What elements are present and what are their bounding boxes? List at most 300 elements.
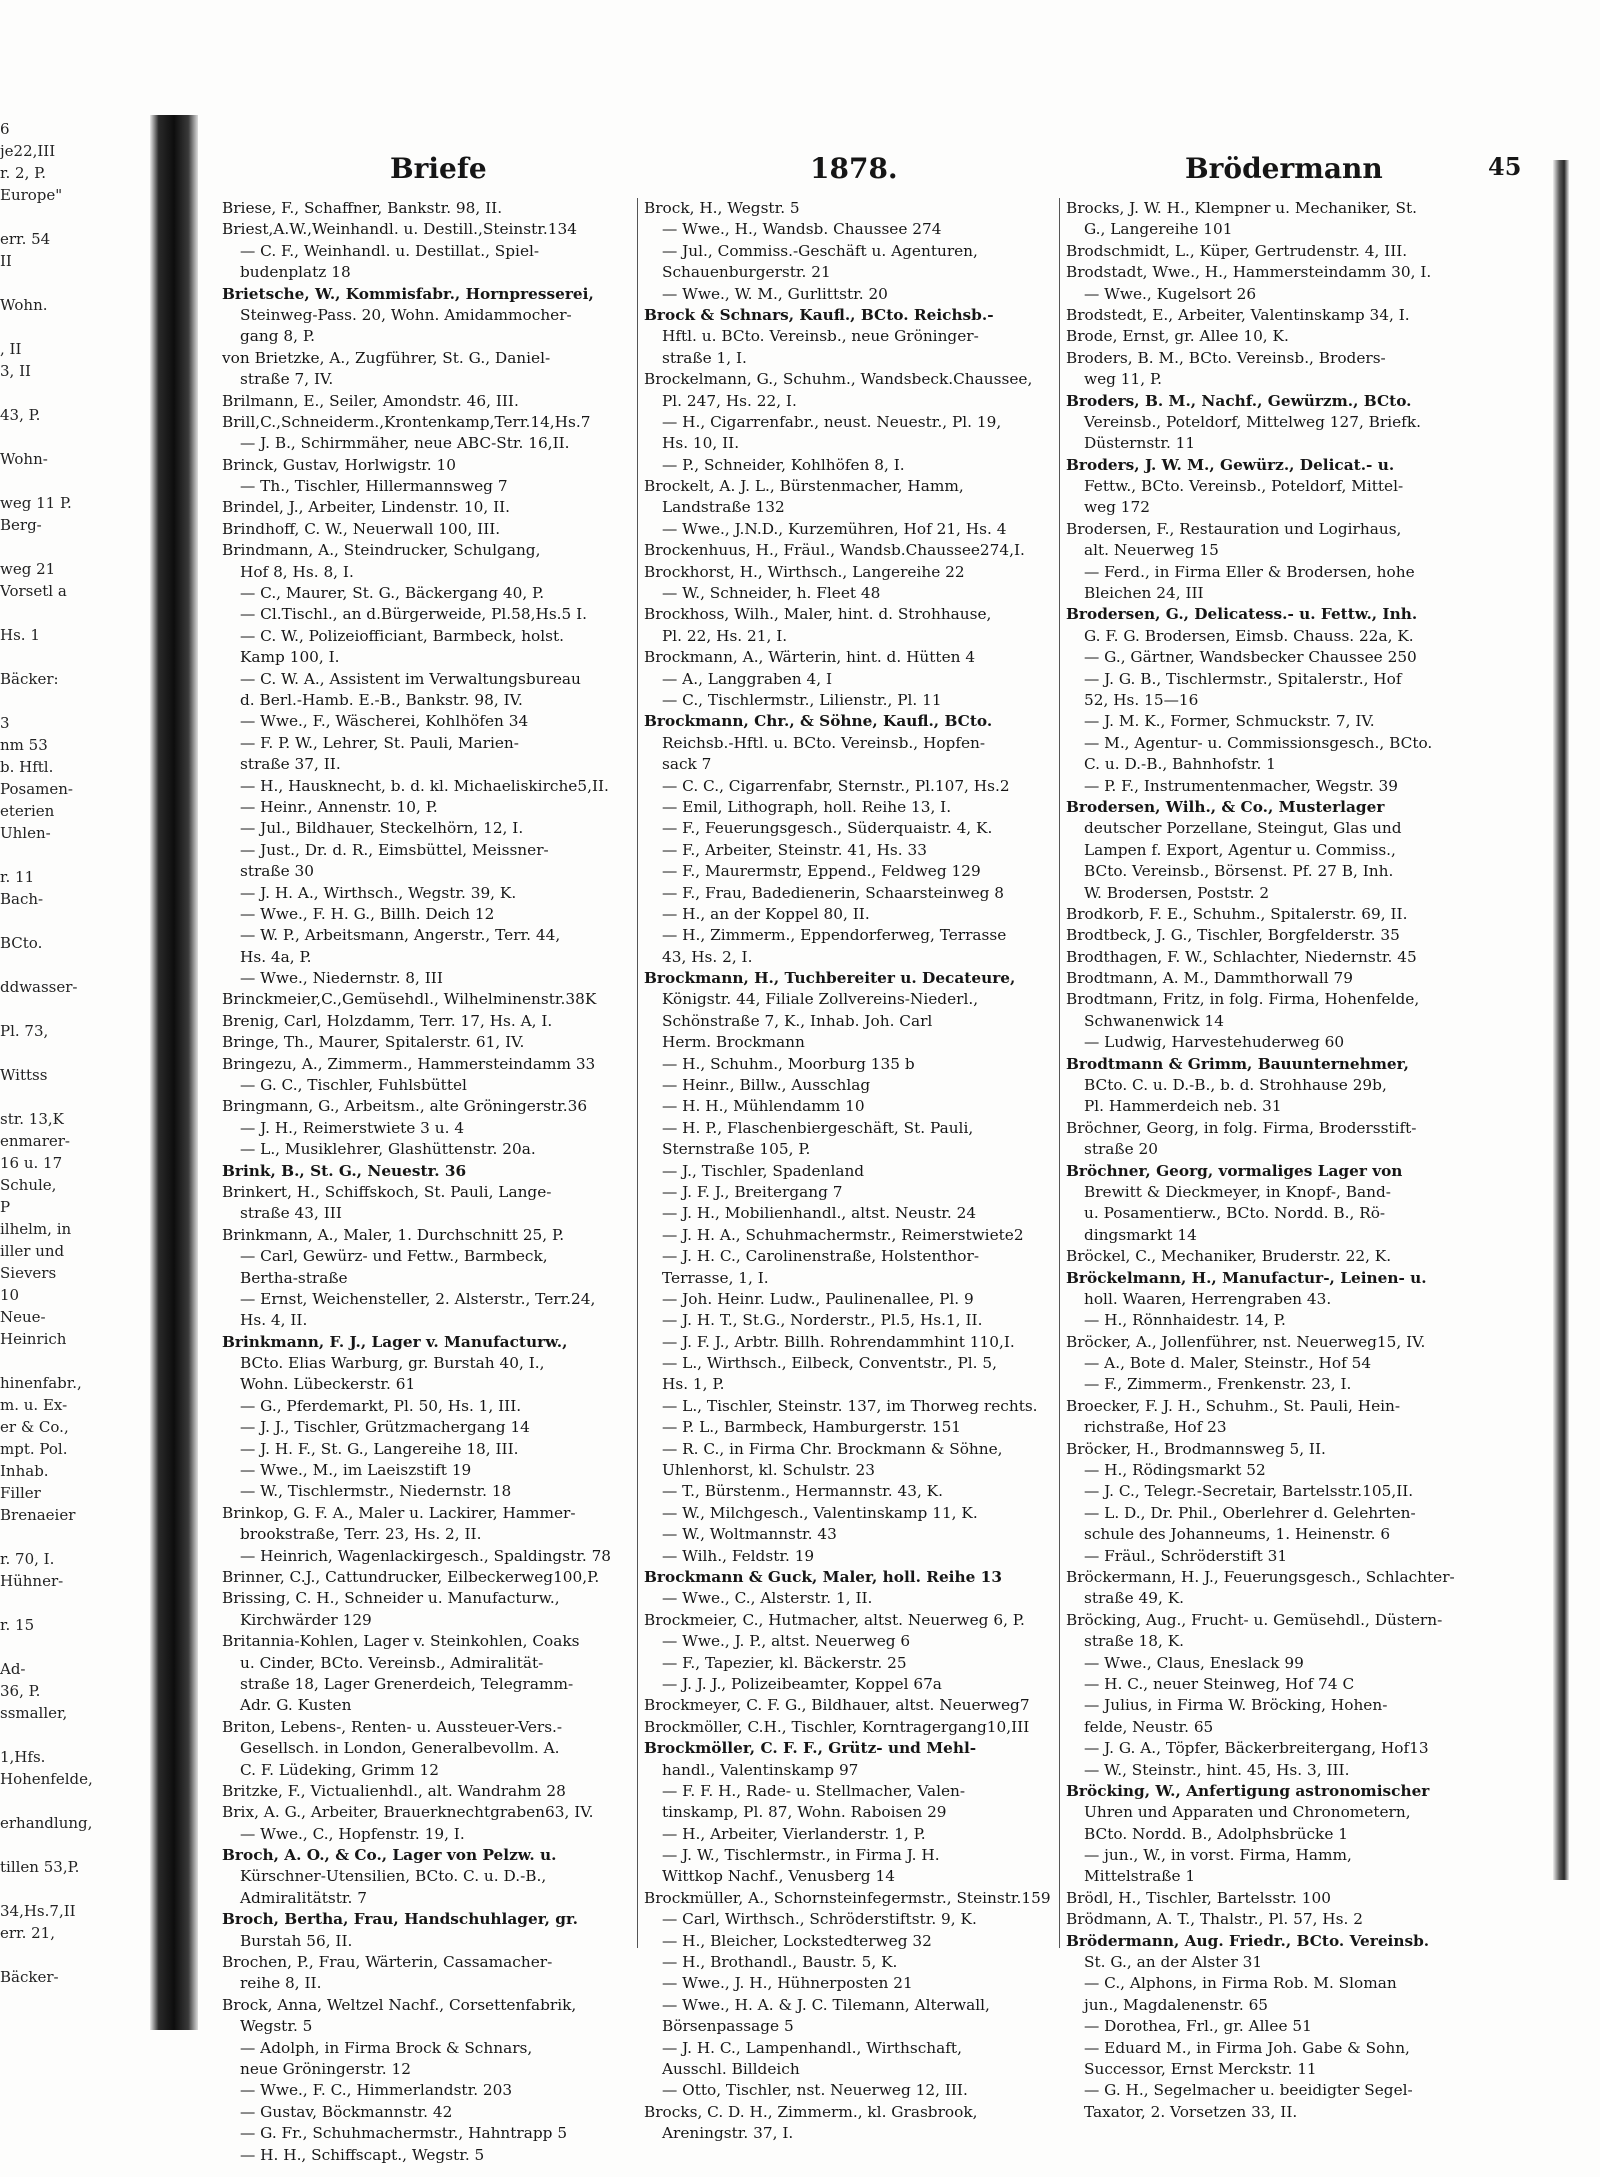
directory-entry-line: Brode, Ernst, gr. Allee 10, K. (1066, 327, 1289, 346)
previous-page-text-fragment: Schule, (0, 1176, 57, 1194)
directory-entry-line: — C., Tischlermstr., Lilienstr., Pl. 11 (662, 690, 942, 709)
directory-entry-line: Fettw., BCto. Vereinsb., Poteldorf, Mittel- (1084, 477, 1404, 496)
previous-page-text-fragment: Bäcker- (0, 1968, 59, 1986)
directory-entry-line: — J. H. C., Lampenhandl., Wirthschaft, (662, 2038, 962, 2057)
directory-entry-line: Bringmann, G., Arbeitsm., alte Gröningerstr.36 (222, 1097, 588, 1116)
column-divider (637, 198, 638, 1948)
directory-entry-line: — P. F., Instrumentenmacher, Wegstr. 39 (1084, 776, 1399, 795)
directory-entry-line: Düsternstr. 11 (1084, 434, 1196, 453)
directory-entry-line: Brindel, J., Arbeiter, Lindenstr. 10, II. (222, 498, 511, 517)
directory-entry-line: richstraße, Hof 23 (1084, 1418, 1227, 1437)
directory-entry-line: — J. H. F., St. G., Langereihe 18, III. (240, 1439, 519, 1458)
directory-entry-line: — Wwe., Kugelsort 26 (1084, 284, 1257, 303)
previous-page-text-fragment: r. 15 (0, 1616, 35, 1634)
previous-page-text-fragment: Inhab. (0, 1462, 49, 1480)
directory-entry-line: Pl. 22, Hs. 21, I. (662, 626, 788, 645)
directory-entry-line: alt. Neuerweg 15 (1084, 541, 1219, 560)
previous-page-text-fragment: Bach- (0, 890, 44, 908)
column-1 (222, 198, 632, 2166)
directory-entry-line: von Brietzke, A., Zugführer, St. G., Daniel- (222, 348, 551, 367)
directory-entry-line: Wittkop Nachf., Venusberg 14 (662, 1867, 895, 1886)
directory-entry-line: — J., Tischler, Spadenland (662, 1161, 865, 1180)
directory-entry-line: Broders, J. W. M., Gewürz., Delicat.- u. (1066, 455, 1395, 474)
directory-entry-line: Brockenhuus, H., Fräul., Wandsb.Chaussee274,I. (644, 541, 1025, 560)
directory-entry-line: Burstah 56, II. (240, 1931, 353, 1950)
directory-entry-line: — G., Pferdemarkt, Pl. 50, Hs. 1, III. (240, 1396, 522, 1415)
directory-entry-line: Brilmann, E., Seiler, Amondstr. 46, III. (222, 391, 519, 410)
directory-entry-line: Uhlenhorst, kl. Schulstr. 23 (662, 1461, 875, 1480)
directory-entry-line: Brissing, C. H., Schneider u. Manufacturw., (222, 1589, 560, 1608)
directory-entry-line: — H., Hausknecht, b. d. kl. Michaeliskirche5,II. (240, 776, 609, 795)
directory-entry-line: — C. C., Cigarrenfabr, Sternstr., Pl.107, Hs.2 (662, 776, 1010, 795)
directory-entry-line: Wegstr. 5 (240, 2017, 313, 2036)
previous-page-text-fragment: Neue- (0, 1308, 46, 1326)
directory-entry-line: — F., Arbeiter, Steinstr. 41, Hs. 33 (662, 840, 927, 859)
directory-entry-line: — Otto, Tischler, nst. Neuerweg 12, III. (662, 2081, 968, 2100)
directory-entry-line: Broch, Bertha, Frau, Handschuhlager, gr. (222, 1910, 578, 1929)
previous-page-text-fragment: Berg- (0, 516, 42, 534)
previous-page-text-fragment: Posamen- (0, 780, 73, 798)
directory-entry-line: Bertha-straße (240, 1268, 348, 1287)
directory-entry-line: — Adolph, in Firma Brock & Schnars, (240, 2038, 533, 2057)
directory-entry-line: Bleichen 24, III (1084, 584, 1204, 603)
directory-entry-line: Briest,A.W.,Weinhandl. u. Destill.,Steinstr.134 (222, 220, 577, 239)
directory-entry-line: straße 18, K. (1084, 1632, 1185, 1651)
directory-entry-line: Brindhoff, C. W., Neuerwall 100, III. (222, 519, 501, 538)
header-left-keyword: Briefe (390, 152, 487, 185)
directory-entry-line: Admiralitätstr. 7 (240, 1888, 367, 1907)
directory-entry-line: Brödermann, Aug. Friedr., BCto. Vereinsb. (1066, 1931, 1430, 1950)
directory-entry-line: — F., Zimmerm., Frenkenstr. 23, I. (1084, 1375, 1352, 1394)
previous-page-text-fragment: tillen 53,P. (0, 1858, 80, 1876)
directory-entry-line: — H., Bleicher, Lockstedterweg 32 (662, 1931, 932, 1950)
directory-entry-line: straße 18, Lager Grenerdeich, Telegramm- (240, 1674, 574, 1693)
directory-entry-line: Successor, Ernst Merckstr. 11 (1084, 2059, 1317, 2078)
directory-entry-line: Brockmöller, C.H., Tischler, Korntragergang10,III (644, 1717, 1030, 1736)
directory-entry-line: — W. P., Arbeitsmann, Angerstr., Terr. 44, (240, 926, 561, 945)
directory-entry-line: Brodersen, G., Delicatess.- u. Fettw., Inh. (1066, 605, 1418, 624)
directory-entry-line: — Gustav, Böckmannstr. 42 (240, 2102, 453, 2121)
directory-entry-line: Hftl. u. BCto. Vereinsb., neue Gröninger- (662, 327, 979, 346)
directory-entry-line: — R. C., in Firma Chr. Brockmann & Söhne, (662, 1439, 1003, 1458)
previous-page-text-fragment: r. 70, I. (0, 1550, 55, 1568)
directory-entry-line: Britzke, F., Victualienhdl., alt. Wandrahm 28 (222, 1781, 566, 1800)
directory-entry-line: Kürschner-Utensilien, BCto. C. u. D.-B., (240, 1867, 547, 1886)
directory-entry-line: Schönstraße 7, K., Inhab. Joh. Carl (662, 1011, 933, 1030)
directory-entry-line: BCto. Vereinsb., Börsenst. Pf. 27 B, Inh. (1084, 862, 1394, 881)
directory-entry-line: — F., Maurermstr, Eppend., Feldweg 129 (662, 862, 981, 881)
previous-page-text-fragment: Europe" (0, 186, 63, 204)
directory-entry-line: — C., Maurer, St. G., Bäckergang 40, P. (240, 584, 545, 603)
directory-entry-line: Bröcking, Aug., Frucht- u. Gemüsehdl., Düstern- (1066, 1610, 1443, 1629)
directory-entry-line: — H., Schuhm., Moorburg 135 b (662, 1054, 915, 1073)
directory-entry-line: reihe 8, II. (240, 1974, 322, 1993)
directory-entry-line: G. F. G. Brodersen, Eimsb. Chauss. 22a, K. (1084, 626, 1414, 645)
directory-entry-line: Steinweg-Pass. 20, Wohn. Amidammocher- (240, 305, 572, 324)
directory-entry-line: Mittelstraße 1 (1084, 1867, 1196, 1886)
directory-entry-line: Brodtmann & Grimm, Bauunternehmer, (1066, 1054, 1409, 1073)
previous-page-text-fragment: hinenfabr., (0, 1374, 82, 1392)
previous-page-text-fragment: Vorsetl a (0, 582, 67, 600)
previous-page-text-fragment: m. u. Ex- (0, 1396, 68, 1414)
directory-entry-line: Brodstedt, E., Arbeiter, Valentinskamp 34, I. (1066, 305, 1410, 324)
directory-entry-line: Taxator, 2. Vorsetzen 33, II. (1084, 2102, 1298, 2121)
previous-page-text-fragment: Brenaeier (0, 1506, 76, 1524)
directory-entry-line: — Wwe., M., im Laeiszstift 19 (240, 1461, 472, 1480)
directory-entry-line: — J. H. A., Wirthsch., Wegstr. 39, K. (240, 883, 517, 902)
directory-entry-line: — W., Woltmannstr. 43 (662, 1525, 837, 1544)
directory-entry-line: — Carl, Wirthsch., Schröderstiftstr. 9, K. (662, 1910, 977, 1929)
directory-entry-line: Brenig, Carl, Holzdamm, Terr. 17, Hs. A, I. (222, 1011, 553, 1030)
directory-entry-line: Brockmöller, C. F. F., Grütz- und Mehl- (644, 1739, 977, 1758)
directory-entry-line: — H., Rödingsmarkt 52 (1084, 1461, 1266, 1480)
directory-entry-line: Brödl, H., Tischler, Bartelsstr. 100 (1066, 1888, 1331, 1907)
directory-entry-line: — C. W. A., Assistent im Verwaltungsbureau (240, 669, 581, 688)
directory-entry-line: — Jul., Commiss.-Geschäft u. Agenturen, (662, 241, 978, 260)
directory-entry-line: Brodtbeck, J. G., Tischler, Borgfelderstr. 35 (1066, 926, 1400, 945)
directory-entry-line: — Julius, in Firma W. Bröcking, Hohen- (1084, 1696, 1388, 1715)
directory-entry-line: — J. H. T., St.G., Norderstr., Pl.5, Hs.1, II. (662, 1311, 983, 1330)
directory-entry-line: — Wwe., C., Alsterstr. 1, II. (662, 1589, 873, 1608)
previous-page-text-fragment: eterien (0, 802, 55, 820)
directory-entry-line: W. Brodersen, Poststr. 2 (1084, 883, 1270, 902)
directory-entry-line: — L., Wirthsch., Eilbeck, Conventstr., Pl. 5, (662, 1354, 997, 1373)
directory-entry-line: Briton, Lebens-, Renten- u. Aussteuer-Vers.- (222, 1717, 563, 1736)
directory-entry-line: — J. H. C., Carolinenstraße, Holstenthor- (662, 1247, 979, 1266)
directory-entry-line: Hs. 4a, P. (240, 947, 312, 966)
directory-entry-line: Bröckermann, H. J., Feuerungsgesch., Schlachter- (1066, 1568, 1455, 1586)
directory-entry-line: 43, Hs. 2, I. (662, 947, 753, 966)
directory-entry-line: Broecker, F. J. H., Schuhm., St. Pauli, Hein- (1066, 1396, 1401, 1415)
previous-page-text-fragment: Ad- (0, 1660, 26, 1678)
directory-entry-line: — J. C., Telegr.-Secretair, Bartelsstr.105,II. (1084, 1482, 1414, 1501)
page-edge (1553, 160, 1569, 1880)
directory-entry-line: — H., Rönnhaidestr. 14, P. (1084, 1311, 1286, 1330)
directory-entry-line: Bröckelmann, H., Manufactur-, Leinen- u. (1066, 1268, 1427, 1287)
directory-entry-line: C. F. Lüdeking, Grimm 12 (240, 1760, 439, 1779)
directory-entry-line: u. Posamentierw., BCto. Nordd. B., Rö- (1084, 1204, 1386, 1223)
previous-page-text-fragment: Uhlen- (0, 824, 51, 842)
directory-entry-line: — F., Tapezier, kl. Bäckerstr. 25 (662, 1653, 907, 1672)
directory-entry-line: holl. Waaren, Herrengraben 43. (1084, 1289, 1332, 1308)
directory-entry-line: — G., Gärtner, Wandsbecker Chaussee 250 (1084, 648, 1417, 667)
directory-entry-line: — H. C., neuer Steinweg, Hof 74 C (1084, 1674, 1355, 1693)
directory-entry-line: — C., Alphons, in Firma Rob. M. Sloman (1084, 1974, 1397, 1993)
directory-entry-line: Brockhoss, Wilh., Maler, hint. d. Strohhause, (644, 605, 992, 624)
directory-entry-line: — F. F. H., Rade- u. Stellmacher, Valen- (662, 1781, 966, 1800)
directory-entry-line: — jun., W., in vorst. Firma, Hamm, (1084, 1846, 1352, 1865)
directory-entry-line: Landstraße 132 (662, 498, 785, 517)
directory-entry-line: Brinkmann, F. J., Lager v. Manufacturw., (222, 1332, 568, 1351)
directory-entry-line: Brockmeyer, C. F. G., Bildhauer, altst. Neuerweg7 (644, 1696, 1030, 1715)
previous-page-fragment (0, 120, 150, 2020)
directory-entry-line: Brinckmeier,C.,Gemüsehdl., Wilhelminenstr.38K (222, 990, 597, 1009)
directory-entry-line: Brocks, C. D. H., Zimmerm., kl. Grasbrook, (644, 2102, 978, 2121)
directory-entry-line: — Wwe., F., Wäscherei, Kohlhöfen 34 (240, 712, 529, 731)
directory-entry-line: Broders, B. M., Nachf., Gewürzm., BCto. (1066, 391, 1412, 410)
header-right-keyword: Brödermann (1185, 152, 1383, 185)
directory-entry-line: Adr. G. Kusten (240, 1696, 352, 1715)
previous-page-text-fragment: str. 13,K (0, 1110, 64, 1128)
directory-entry-line: — J. G. B., Tischlermstr., Spitalerstr., Hof (1084, 669, 1402, 688)
header-year: 1878. (810, 152, 898, 185)
previous-page-text-fragment: nm 53 (0, 736, 48, 754)
previous-page-text-fragment: Hs. 1 (0, 626, 40, 644)
directory-entry-line: Brock, H., Wegstr. 5 (644, 199, 800, 217)
directory-entry-line: — Wwe., F. H. G., Billh. Deich 12 (240, 904, 495, 923)
directory-entry-line: Brocks, J. W. H., Klempner u. Mechaniker, St. (1066, 199, 1418, 217)
directory-entry-line: d. Berl.-Hamb. E.-B., Bankstr. 98, IV. (240, 690, 523, 709)
directory-entry-line: — J. F. J., Arbtr. Billh. Rohrendammhint 110,I. (662, 1332, 1015, 1351)
directory-entry-line: — J. F. J., Breitergang 7 (662, 1182, 843, 1201)
directory-entry-line: — J. H. A., Schuhmachermstr., Reimerstwiete2 (662, 1225, 1024, 1244)
directory-entry-line: straße 49, K. (1084, 1589, 1185, 1608)
directory-entry-line: — Dorothea, Frl., gr. Allee 51 (1084, 2017, 1312, 2036)
directory-entry-line: Schwanenwick 14 (1084, 1011, 1225, 1030)
directory-entry-line: jun., Magdalenenstr. 65 (1084, 1995, 1269, 2014)
previous-page-text-fragment: II (0, 252, 12, 270)
directory-entry-line: — Wwe., J. P., altst. Neuerweg 6 (662, 1632, 911, 1651)
directory-entry-line: St. G., an der Alster 31 (1084, 1953, 1263, 1972)
directory-entry-line: Bröchner, Georg, vormaliges Lager von (1066, 1161, 1403, 1180)
directory-entry-line: — Just., Dr. d. R., Eimsbüttel, Meissner- (240, 840, 549, 859)
directory-entry-line: Bröckel, C., Mechaniker, Bruderstr. 22, K. (1066, 1247, 1392, 1266)
previous-page-text-fragment: Heinrich (0, 1330, 67, 1348)
directory-entry-line: Bröcking, W., Anfertigung astronomischer (1066, 1781, 1430, 1800)
directory-entry-line: — Carl, Gewürz- und Fettw., Barmbeck, (240, 1247, 548, 1266)
directory-entry-line: — Th., Tischler, Hillermannsweg 7 (240, 477, 508, 496)
directory-entry-line: sack 7 (662, 755, 712, 774)
previous-page-text-fragment: weg 21 (0, 560, 56, 578)
directory-entry-line: straße 20 (1084, 1140, 1159, 1159)
directory-entry-line: — L., Musiklehrer, Glashüttenstr. 20a. (240, 1140, 536, 1159)
directory-entry-line: Brockelt, A. J. L., Bürstenmacher, Hamm, (644, 477, 964, 496)
directory-entry-line: Kamp 100, I. (240, 648, 340, 667)
directory-entry-line: BCto. Nordd. B., Adolphsbrücke 1 (1084, 1824, 1348, 1843)
directory-entry-line: Bröchner, Georg, in folg. Firma, Brodersstift- (1066, 1118, 1417, 1137)
directory-entry-line: Hs. 10, II. (662, 434, 740, 453)
directory-entry-line: Brietsche, W., Kommisfabr., Hornpresserei, (222, 284, 594, 303)
directory-entry-line: Bröcker, A., Jollenführer, nst. Neuerweg15, IV. (1066, 1332, 1426, 1351)
directory-entry-line: — W., Milchgesch., Valentinskamp 11, K. (662, 1503, 978, 1522)
directory-entry-line: Brodersen, F., Restauration und Logirhaus, (1066, 519, 1402, 538)
directory-entry-line: Schauenburgerstr. 21 (662, 263, 831, 282)
directory-entry-line: — Wwe., H., Wandsb. Chaussee 274 (662, 220, 942, 239)
directory-entry-line: Brodstadt, Wwe., H., Hammersteindamm 30, I. (1066, 263, 1432, 282)
previous-page-text-fragment: 36, P. (0, 1682, 41, 1700)
directory-entry-line: Börsenpassage 5 (662, 2017, 794, 2036)
directory-entry-line: Brockmann, A., Wärterin, hint. d. Hütten 4 (644, 648, 976, 667)
directory-entry-line: Brewitt & Dieckmeyer, in Knopf-, Band- (1084, 1182, 1391, 1201)
previous-page-text-fragment: 10 (0, 1286, 20, 1304)
directory-entry-line: Wohn. Lübeckerstr. 61 (240, 1375, 416, 1394)
directory-entry-line: gang 8, P. (240, 327, 315, 346)
directory-entry-line: Brochen, P., Frau, Wärterin, Cassamacher- (222, 1953, 553, 1972)
directory-entry-line: — W., Steinstr., hint. 45, Hs. 3, III. (1084, 1760, 1350, 1779)
directory-entry-line: — W., Schneider, h. Fleet 48 (662, 584, 881, 603)
previous-page-text-fragment: Sievers (0, 1264, 57, 1282)
directory-entry-line: — C. W., Polizeiofficiant, Barmbeck, holst. (240, 626, 565, 645)
directory-entry-line: — Fräul., Schröderstift 31 (1084, 1546, 1288, 1565)
directory-entry-line: weg 172 (1084, 498, 1150, 517)
previous-page-text-fragment: er & Co., (0, 1418, 69, 1436)
directory-entry-line: Brodkorb, F. E., Schuhm., Spitalerstr. 69, II. (1066, 904, 1408, 923)
directory-entry-line: C. u. D.-B., Bahnhofstr. 1 (1084, 755, 1276, 774)
directory-entry-line: Broders, B. M., BCto. Vereinsb., Broders- (1066, 348, 1386, 367)
previous-page-text-fragment: weg 11 P. (0, 494, 72, 512)
directory-entry-line: — P., Schneider, Kohlhöfen 8, I. (662, 455, 905, 474)
directory-entry-line: G., Langereihe 101 (1084, 220, 1233, 239)
directory-entry-line: — L., Tischler, Steinstr. 137, im Thorweg rechts. (662, 1396, 1038, 1415)
previous-page-text-fragment: r. 2, P. (0, 164, 46, 182)
previous-page-text-fragment: 6 (0, 120, 10, 138)
column-divider (1059, 198, 1060, 1948)
directory-entry-line: Brill,C.,Schneiderm.,Krontenkamp,Terr.14,Hs.7 (222, 412, 591, 431)
directory-entry-line: Brödmann, A. T., Thalstr., Pl. 57, Hs. 2 (1066, 1910, 1363, 1929)
directory-entry-line: Brock & Schnars, Kaufl., BCto. Reichsb.- (644, 305, 994, 324)
directory-entry-line: straße 1, I. (662, 348, 747, 367)
directory-entry-line: Pl. Hammerdeich neb. 31 (1084, 1097, 1282, 1116)
directory-entry-line: Brockelmann, G., Schuhm., Wandsbeck.Chaussee, (644, 370, 1033, 389)
directory-entry-line: neue Gröningerstr. 12 (240, 2059, 411, 2078)
previous-page-text-fragment: err. 54 (0, 230, 51, 248)
previous-page-text-fragment: je22,III (0, 142, 56, 160)
directory-entry-line: Brockmann, Chr., & Söhne, Kaufl., BCto. (644, 712, 993, 731)
directory-entry-line: Brink, B., St. G., Neuestr. 36 (222, 1161, 467, 1180)
directory-entry-line: — J. J. J., Polizeibeamter, Koppel 67a (662, 1674, 942, 1693)
directory-entry-line: — J. G. A., Töpfer, Bäckerbreitergang, Hof13 (1084, 1739, 1429, 1758)
previous-page-text-fragment: mpt. Pol. (0, 1440, 68, 1458)
directory-entry-line: — G. C., Tischler, Fuhlsbüttel (240, 1076, 467, 1095)
directory-entry-line: u. Cinder, BCto. Vereinsb., Admiralität- (240, 1653, 544, 1672)
directory-entry-line: Bringezu, A., Zimmerm., Hammersteindamm 33 (222, 1054, 596, 1073)
directory-entry-line: budenplatz 18 (240, 263, 351, 282)
previous-page-text-fragment: P (0, 1198, 11, 1216)
previous-page-text-fragment: Wohn. (0, 296, 48, 314)
directory-entry-line: Kirchwärder 129 (240, 1610, 372, 1629)
directory-entry-line: — F., Feuerungsgesch., Süderquaistr. 4, K. (662, 819, 993, 838)
directory-entry-line: — J. J., Tischler, Grützmachergang 14 (240, 1418, 530, 1437)
previous-page-text-fragment: enmarer- (0, 1132, 70, 1150)
previous-page-text-fragment: Pl. 73, (0, 1022, 49, 1040)
directory-entry-line: — H., Arbeiter, Vierlanderstr. 1, P. (662, 1824, 926, 1843)
directory-entry-line: Brockmann, H., Tuchbereiter u. Decateure, (644, 969, 1016, 988)
previous-page-text-fragment: Wohn- (0, 450, 48, 468)
directory-entry-line: Brockhorst, H., Wirthsch., Langereihe 22 (644, 562, 965, 581)
directory-entry-line: Brindmann, A., Steindrucker, Schulgang, (222, 541, 541, 560)
directory-entry-line: Uhren und Apparaten und Chronometern, (1084, 1803, 1411, 1822)
previous-page-text-fragment: b. Hftl. (0, 758, 54, 776)
directory-entry-line: — J. M. K., Former, Schmuckstr. 7, IV. (1084, 712, 1375, 731)
directory-entry-line: Sternstraße 105, P. (662, 1140, 811, 1159)
directory-entry-line: — H. P., Flaschenbiergeschäft, St. Pauli, (662, 1118, 974, 1137)
directory-entry-line: Brockmüller, A., Schornsteinfegermstr., Steinstr.159 (644, 1888, 1051, 1907)
previous-page-text-fragment: Wittss (0, 1066, 48, 1084)
directory-entry-line: — J. H., Mobilienhandl., altst. Neustr. 24 (662, 1204, 977, 1223)
directory-entry-line: — H., Zimmerm., Eppendorferweg, Terrasse (662, 926, 1007, 945)
directory-entry-line: — Wwe., C., Hopfenstr. 19, I. (240, 1824, 465, 1843)
directory-entry-line: Brinkmann, A., Maler, 1. Durchschnitt 25, P. (222, 1225, 565, 1244)
directory-entry-line: — W., Tischlermstr., Niedernstr. 18 (240, 1482, 512, 1501)
previous-page-text-fragment: ssmaller, (0, 1704, 68, 1722)
directory-entry-line: — Cl.Tischl., an d.Bürgerweide, Pl.58,Hs.5 I. (240, 605, 588, 624)
directory-entry-line: Areningstr. 37, I. (662, 2124, 794, 2143)
previous-page-text-fragment: 3, II (0, 362, 31, 380)
directory-entry-line: Ausschl. Billdeich (662, 2059, 800, 2078)
directory-entry-line: — Wilh., Feldstr. 19 (662, 1546, 815, 1565)
previous-page-text-fragment: 1,Hfs. (0, 1748, 46, 1766)
directory-entry-line: — F. P. W., Lehrer, St. Pauli, Marien- (240, 733, 519, 752)
previous-page-text-fragment: Hohenfelde, (0, 1770, 93, 1788)
directory-entry-line: — Joh. Heinr. Ludw., Paulinenallee, Pl. 9 (662, 1289, 974, 1308)
page-number: 45 (1488, 152, 1522, 181)
directory-entry-line: Brodtmann, A. M., Dammthorwall 79 (1066, 969, 1354, 988)
directory-entry-line: tinskamp, Pl. 87, Wohn. Raboisen 29 (662, 1803, 947, 1822)
previous-page-text-fragment: Filler (0, 1484, 41, 1502)
directory-entry-line: Broch, A. O., & Co., Lager von Pelzw. u. (222, 1846, 557, 1865)
directory-entry-line: — J. W., Tischlermstr., in Firma J. H. (662, 1846, 940, 1865)
directory-entry-line: Herm. Brockmann (662, 1033, 805, 1052)
directory-entry-line: — Heinr., Billw., Ausschlag (662, 1076, 871, 1095)
directory-entry-line: — P. L., Barmbeck, Hamburgerstr. 151 (662, 1418, 962, 1437)
previous-page-text-fragment: BCto. (0, 934, 43, 952)
directory-entry-line: — H. H., Mühlendamm 10 (662, 1097, 865, 1116)
directory-entry-line: Bröcker, H., Brodmannsweg 5, II. (1066, 1439, 1326, 1458)
previous-page-text-fragment: ddwasser- (0, 978, 78, 996)
directory-entry-line: Brodschmidt, L., Küper, Gertrudenstr. 4, III. (1066, 241, 1408, 260)
directory-entry-line: — M., Agentur- u. Commissionsgesch., BCto. (1084, 733, 1433, 752)
directory-entry-line: Brix, A. G., Arbeiter, Brauerknechtgraben63, IV. (222, 1803, 594, 1822)
directory-entry-line: Vereinsb., Poteldorf, Mittelweg 127, Briefk. (1084, 412, 1421, 431)
directory-entry-line: — J. H., Reimerstwiete 3 u. 4 (240, 1118, 465, 1137)
directory-entry-line: — T., Bürstenm., Hermannstr. 43, K. (662, 1482, 943, 1501)
directory-entry-line: Königstr. 44, Filiale Zollvereins-Niederl., (662, 990, 979, 1009)
previous-page-text-fragment: ilhelm, in (0, 1220, 72, 1238)
directory-entry-line: — Wwe., Claus, Eneslack 99 (1084, 1653, 1304, 1672)
directory-entry-line: Pl. 247, Hs. 22, I. (662, 391, 797, 410)
directory-entry-line: handl., Valentinskamp 97 (662, 1760, 859, 1779)
directory-entry-line: dingsmarkt 14 (1084, 1225, 1197, 1244)
directory-entry-line: Brockmann & Guck, Maler, holl. Reihe 13 (644, 1568, 1002, 1586)
directory-entry-line: Brodersen, Wilh., & Co., Musterlager (1066, 797, 1385, 816)
directory-entry-line: — Wwe., F. C., Himmerlandstr. 203 (240, 2081, 513, 2100)
directory-entry-line: straße 43, III (240, 1204, 342, 1223)
directory-entry-line: Brinner, C.J., Cattundrucker, Eilbeckerweg100,P. (222, 1568, 600, 1586)
directory-entry-line: — Emil, Lithograph, holl. Reihe 13, I. (662, 797, 952, 816)
directory-entry-line: Brodthagen, F. W., Schlachter, Niedernstr. 45 (1066, 947, 1417, 966)
previous-page-text-fragment: err. 21, (0, 1924, 55, 1942)
directory-entry-line: Hs. 4, II. (240, 1311, 308, 1330)
directory-entry-line: Brinck, Gustav, Horlwigstr. 10 (222, 455, 456, 474)
directory-entry-line: — Heinrich, Wagenlackirgesch., Spaldingstr. 78 (240, 1546, 612, 1565)
directory-entry-line: — Ludwig, Harvestehuderweg 60 (1084, 1033, 1345, 1052)
directory-entry-line: BCto. C. u. D.-B., b. d. Strohhause 29b, (1084, 1076, 1387, 1095)
directory-entry-line: weg 11, P. (1084, 370, 1163, 389)
previous-page-text-fragment: 16 u. 17 (0, 1154, 63, 1172)
previous-page-text-fragment: erhandlung, (0, 1814, 93, 1832)
directory-entry-line: Hs. 1, P. (662, 1375, 725, 1394)
directory-entry-line: Brodtmann, Fritz, in folg. Firma, Hohenfelde, (1066, 990, 1420, 1009)
directory-entry-line: — G. Fr., Schuhmachermstr., Hahntrapp 5 (240, 2124, 568, 2143)
directory-entry-line: — Wwe., W. M., Gurlittstr. 20 (662, 284, 888, 303)
previous-page-text-fragment: r. 11 (0, 868, 35, 886)
directory-entry-line: Brockmeier, C., Hutmacher, altst. Neuerweg 6, P. (644, 1610, 1025, 1629)
directory-entry-line: schule des Johanneums, 1. Heinenstr. 6 (1084, 1525, 1391, 1544)
directory-entry-line: — Ernst, Weichensteller, 2. Alsterstr., Terr.24, (240, 1289, 596, 1308)
directory-entry-line: straße 7, IV. (240, 370, 334, 389)
directory-entry-line: Bringe, Th., Maurer, Spitalerstr. 61, IV. (222, 1033, 525, 1052)
directory-entry-line: Hof 8, Hs. 8, I. (240, 562, 354, 581)
